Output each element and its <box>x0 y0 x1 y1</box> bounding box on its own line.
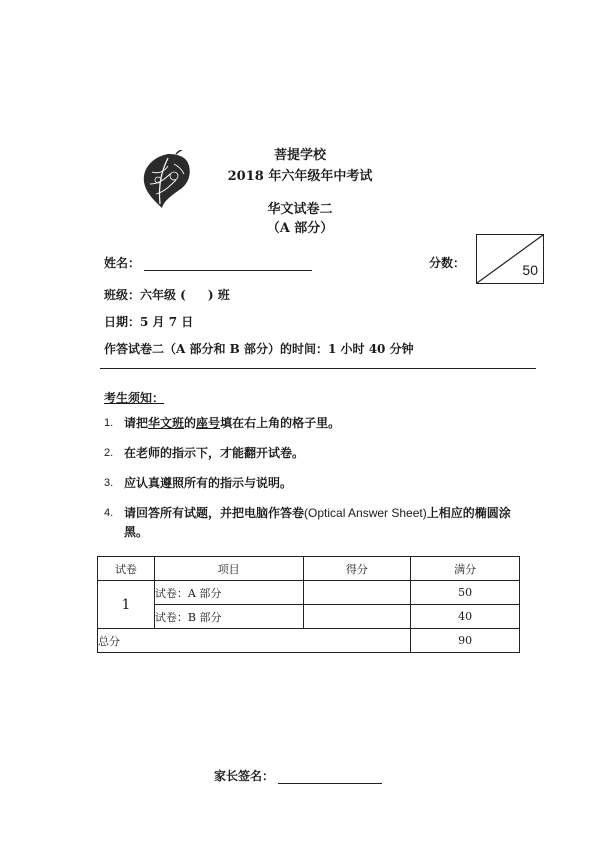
notice-text: 填在右上角的格子里。 <box>220 416 341 430</box>
name-field[interactable] <box>144 258 312 271</box>
class-suffix: ) 班 <box>207 288 230 302</box>
notice-item-3 <box>104 474 534 493</box>
notice-item-2 <box>104 444 534 463</box>
divider <box>100 368 536 369</box>
row-full: 40 <box>411 605 520 629</box>
header-item: 项目 <box>154 557 303 581</box>
paper-title: 华文试卷二 <box>267 202 333 217</box>
score-total: 50 <box>522 262 538 278</box>
header-full: 满分 <box>411 557 520 581</box>
row-full: 50 <box>411 581 520 605</box>
table-header-row <box>98 557 520 581</box>
parent-signature-field[interactable] <box>278 771 382 784</box>
name-label: 姓名： <box>104 256 141 270</box>
notice-text: 请回答所有试题，并把电脑作答卷 <box>124 506 305 520</box>
table-total-row <box>98 629 520 653</box>
exam-title: 2018 年六年级年中考试 <box>227 169 373 184</box>
score-box[interactable] <box>476 234 544 284</box>
notice-text-underlined: 座号 <box>196 416 221 430</box>
notice-text-english: (Optical Answer Sheet) <box>304 506 427 520</box>
notice-item-1 <box>104 414 534 433</box>
total-label: 总分 <box>98 629 411 653</box>
parent-signature-row <box>214 767 382 784</box>
notice-text: 上相应的椭圆涂黑。 <box>124 506 511 539</box>
table-row <box>98 605 520 629</box>
row-item: 试卷：A 部分 <box>154 581 303 605</box>
parent-signature-label: 家长签名： <box>214 769 275 783</box>
score-label: 分数： <box>429 256 466 270</box>
notice-text: 在老师的指示下，才能翻开试卷。 <box>124 446 305 460</box>
notice-item-4 <box>104 504 534 542</box>
school-name: 菩提学校 <box>273 148 326 163</box>
total-full: 90 <box>411 629 520 653</box>
notice-text: 请把 <box>124 416 149 430</box>
score-table <box>97 556 520 653</box>
notice-number: 4. <box>104 507 114 519</box>
section-title: （A 部分） <box>266 221 334 236</box>
notice-number: 2. <box>104 447 114 459</box>
row-score[interactable] <box>303 581 411 605</box>
time-row: 作答试卷二（A 部分和 B 部分）的时间：1 小时 40 分钟 <box>104 342 414 356</box>
notice-title: 考生须知： <box>104 391 165 405</box>
notice-text: 的 <box>184 416 197 430</box>
header-score: 得分 <box>303 557 411 581</box>
paper-number: 1 <box>98 581 155 629</box>
date-row: 日期：5 月 7 日 <box>104 315 194 329</box>
notice-text: 应认真遵照所有的指示与说明。 <box>124 476 293 490</box>
name-row <box>104 254 312 271</box>
class-row <box>104 286 230 303</box>
class-label: 班级：六年级 ( <box>104 288 186 302</box>
row-score[interactable] <box>303 605 411 629</box>
header-paper: 试卷 <box>98 557 155 581</box>
notice-number: 1. <box>104 417 114 429</box>
row-item: 试卷：B 部分 <box>154 605 303 629</box>
notice-text-underlined: 华文班 <box>148 416 185 430</box>
notice-number: 3. <box>104 477 114 489</box>
table-row <box>98 581 520 605</box>
